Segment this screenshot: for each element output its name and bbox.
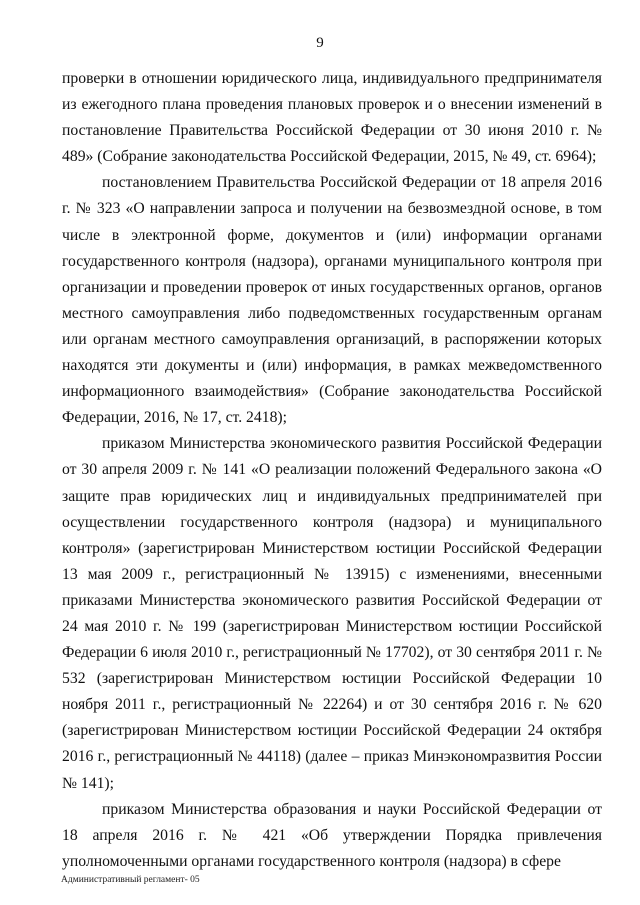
- paragraph-continuation: проверки в отношении юридического лица, индивидуального предпринимателя из ежегодного плана проведения плановых проверок и о внесении изменений в постановление Правительства Российской Федерации от 30 июня 2010 г. № 489» (Собрание законодательства Российской Федерации, 2015, № 49, ст. 6964);: [62, 70, 602, 166]
- footer-regulation-label: Административный регламент- 05: [61, 875, 200, 885]
- document-body: [62, 66, 602, 875]
- paragraph-education-ministry-order: приказом Министерства образования и науки Российской Федерации от 18 апреля 2016 г. № 421 «Об утверждении Порядка привлечения уполномоченными органами государственного контроля (надзора) в сфере: [62, 800, 602, 870]
- paragraph-government-decree: постановлением Правительства Российской Федерации от 18 апреля 2016 г. № 323 «О направлении запроса и получении на безвозмездной основе, в том числе в электронной форме, документов и (или) информации органами государственного контроля (надзора), органами муниципального контроля при организации и проведении проверок от иных государственных органов, органов местного самоуправления либо подведомственных государственным органам или органам местного самоуправления организаций, в распоряжении которых находятся эти документы и (или) информация, в рамках межведомственного информационного взаимодействия» (Собрание законодательства Российской Федерации, 2016, № 17, ст. 2418);: [62, 174, 602, 427]
- page-number: 9: [316, 35, 324, 51]
- paragraph-economic-ministry-order: приказом Министерства экономического развития Российской Федерации от 30 апреля 2009 г. № 141 «О реализации положений Федерального закона «О защите прав юридических лиц и индивидуальных предпринимателей при осуществлении государственного контроля (надзора) и муниципального контроля» (зарегистрирован Министерством юстиции Российской Федерации 13 мая 2009 г., регистрационный № 13915) с изменениями, внесенными приказами Министерства экономического развития Российской Федерации от 24 мая 2010 г. № 199 (зарегистрирован Министерством юстиции Российской Федерации 6 июля 2010 г., регистрационный № 17702), от 30 сентября 2011 г. № 532 (зарегистрирован Министерством юстиции Российской Федерации 10 ноября 2011 г., регистрационный № 22264) и от 30 сентября 2016 г. № 620 (зарегистрирован Министерством юстиции Российской Федерации 24 октября 2016 г., регистрационный № 44118) (далее – приказ Минэкономразвития России № 141);: [62, 435, 602, 792]
